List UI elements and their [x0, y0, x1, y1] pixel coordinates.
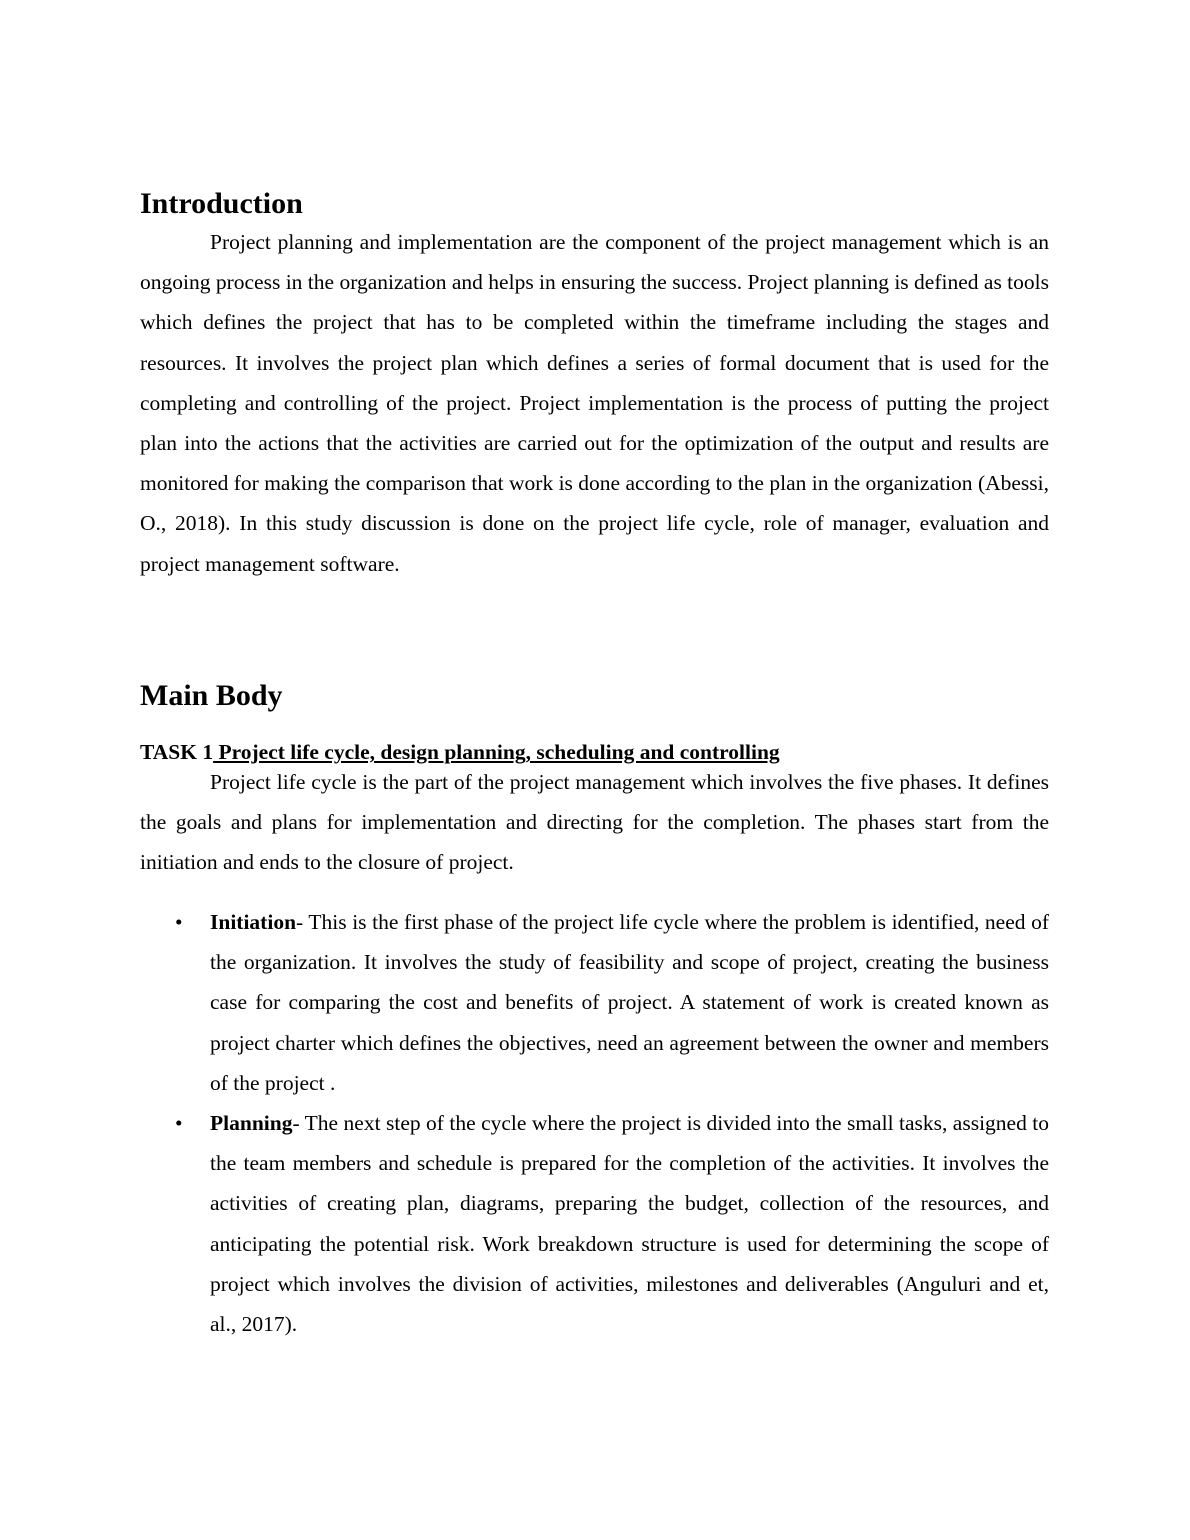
bullet-text: - This is the first phase of the project life cycle where the problem is identified, need of the organization. It involves the study of feasibility and scope of project, creating the business case for comparing the cost and benefits of project. A statement of work is created known as project charter which defines the objectives, need an agreement between the owner and members of the project . [210, 910, 1049, 1095]
bullet-dot-icon: • [175, 910, 183, 934]
bullet-term: Initiation [210, 910, 297, 934]
introduction-paragraph: Project planning and implementation are the component of the project management which is an ongoing process in the organization and helps in ensuring the success. Project planning is defined as tools which defines the project that has to be completed within the timeframe including the stages and resources. It involves the project plan which defines a series of formal document that is used for the completing and controlling of the project. Project implementation is the process of putting the project plan into the actions that the activities are carried out for the optimization of the output and results are monitored for making the comparison that work is done according to the plan in the organization (Abessi, O., 2018). In this study discussion is done on the project life cycle, role of manager, evaluation and project management software. [140, 230, 1049, 576]
task1-paragraph: Project life cycle is the part of the project management which involves the five phases. It defines the goals and plans for implementation and directing for the completion. The phases start from the initiation and ends to the closure of project. [140, 770, 1049, 875]
bullet-text: - The next step of the cycle where the project is divided into the small tasks, assigned to the team members and schedule is prepared for the completion of the activities. It involves the activities of creating plan, diagrams, preparing the budget, collection of the resources, and anticipating the potential risk. Work breakdown structure is used for determining the scope of project which involves the division of activities, milestones and deliverables (Anguluri and et, al., 2017). [210, 1111, 1049, 1337]
task1-label: TASK 1 [140, 740, 214, 764]
bullet-planning [175, 1103, 1049, 1344]
bullet-term: Planning [210, 1111, 293, 1135]
bullet-initiation [175, 902, 1049, 1103]
task1-title: Project life cycle, design planning, scheduling and controlling [213, 740, 780, 764]
main-body-heading: Main Body [140, 679, 283, 712]
introduction-heading: Introduction [140, 187, 303, 220]
bullet-dot-icon: • [175, 1111, 183, 1135]
